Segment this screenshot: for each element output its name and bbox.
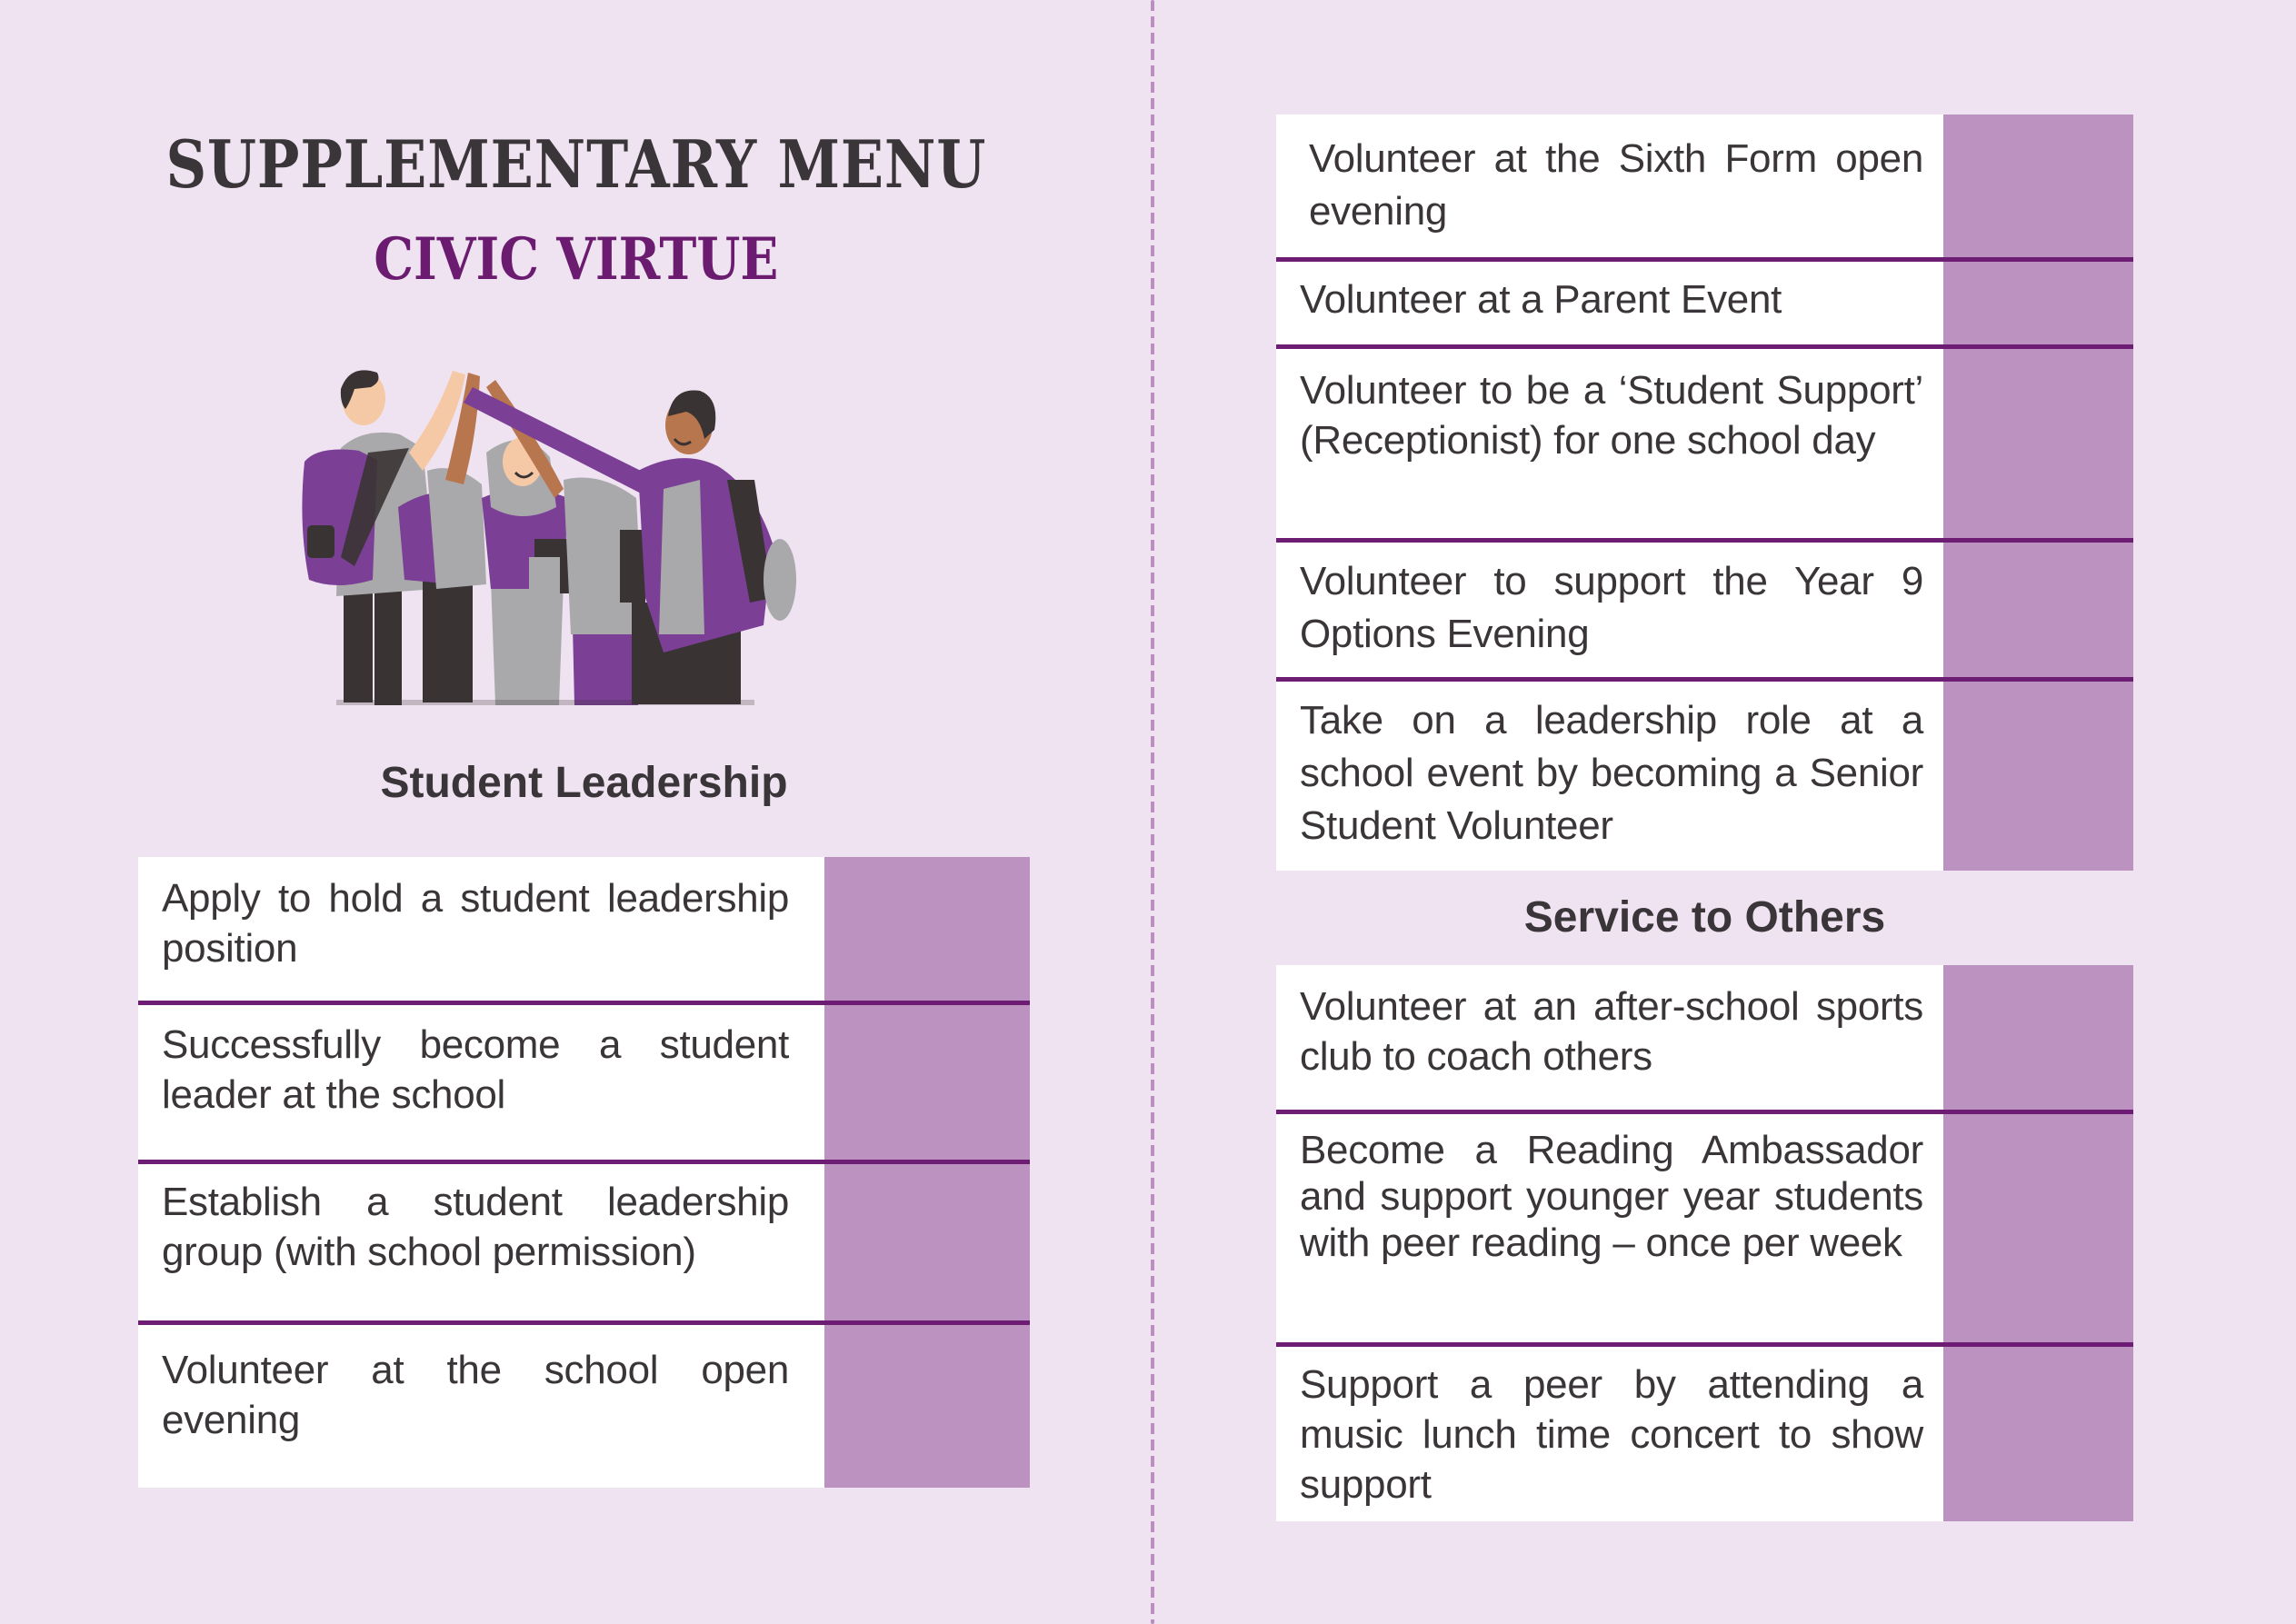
table-row — [1276, 965, 2133, 1110]
row-text: Volunteer to be a ‘Student Support’ (Receptionist) for one school day — [1300, 368, 1923, 463]
completion-checkbox[interactable] — [1943, 1114, 2133, 1343]
completion-checkbox[interactable] — [824, 1164, 1030, 1320]
table-row — [1276, 682, 2133, 871]
ground-shadow — [336, 700, 754, 705]
table-row — [1276, 543, 2133, 679]
completion-checkbox[interactable] — [824, 857, 1030, 1003]
table-row — [1276, 115, 2133, 257]
completion-checkbox[interactable] — [1943, 349, 2133, 538]
section-heading-student-leadership: Student Leadership — [380, 759, 788, 807]
completion-checkbox[interactable] — [1943, 543, 2133, 679]
table-row — [1276, 1347, 2133, 1521]
row-text: Volunteer at a Parent Event — [1300, 277, 1782, 322]
table-row — [138, 1005, 1030, 1167]
completion-checkbox[interactable] — [1943, 262, 2133, 345]
completion-checkbox[interactable] — [1943, 682, 2133, 871]
page-subtitle: CIVIC VIRTUE — [374, 225, 779, 294]
completion-checkbox[interactable] — [824, 1325, 1030, 1488]
table-row — [138, 857, 1030, 1003]
completion-checkbox[interactable] — [1943, 965, 2133, 1110]
table-row — [138, 1164, 1030, 1320]
row-text: Volunteer at the Sixth Form open evening — [1309, 136, 1923, 234]
section-heading-service-to-others: Service to Others — [1523, 893, 1886, 942]
row-text: Take on a leadership role at a school event by becoming a Senior Student Volunteer — [1300, 698, 1923, 848]
volunteering-table — [1276, 115, 2133, 871]
table-row — [1276, 1114, 2133, 1343]
students-high-five-illustration — [300, 362, 832, 712]
student-leadership-table — [138, 857, 1030, 1488]
row-text: Volunteer to support the Year 9 Options Evening — [1300, 559, 1923, 656]
completion-checkbox[interactable] — [1943, 115, 2133, 257]
row-text: Apply to hold a student leadership position — [162, 876, 789, 971]
row-text: Establish a student leadership group (with school permission) — [162, 1180, 789, 1274]
table-row — [1276, 262, 2133, 345]
table-row — [1276, 349, 2133, 538]
row-text: Support a peer by attending a music lunch time concert to show support — [1300, 1362, 1923, 1507]
completion-checkbox[interactable] — [1943, 1347, 2133, 1521]
row-text: Successfully become a student leader at the school — [162, 1022, 789, 1117]
page-title: SUPPLEMENTARY MENU — [165, 125, 987, 203]
row-text: Volunteer at the school open evening — [162, 1348, 789, 1442]
completion-checkbox[interactable] — [824, 1005, 1030, 1167]
row-text: Become a Reading Ambassador and support younger year students with peer reading – once per week — [1300, 1128, 1923, 1265]
table-row — [138, 1325, 1030, 1488]
service-to-others-table — [1276, 965, 2133, 1521]
row-text: Volunteer at an after-school sports club to coach others — [1300, 984, 1923, 1079]
